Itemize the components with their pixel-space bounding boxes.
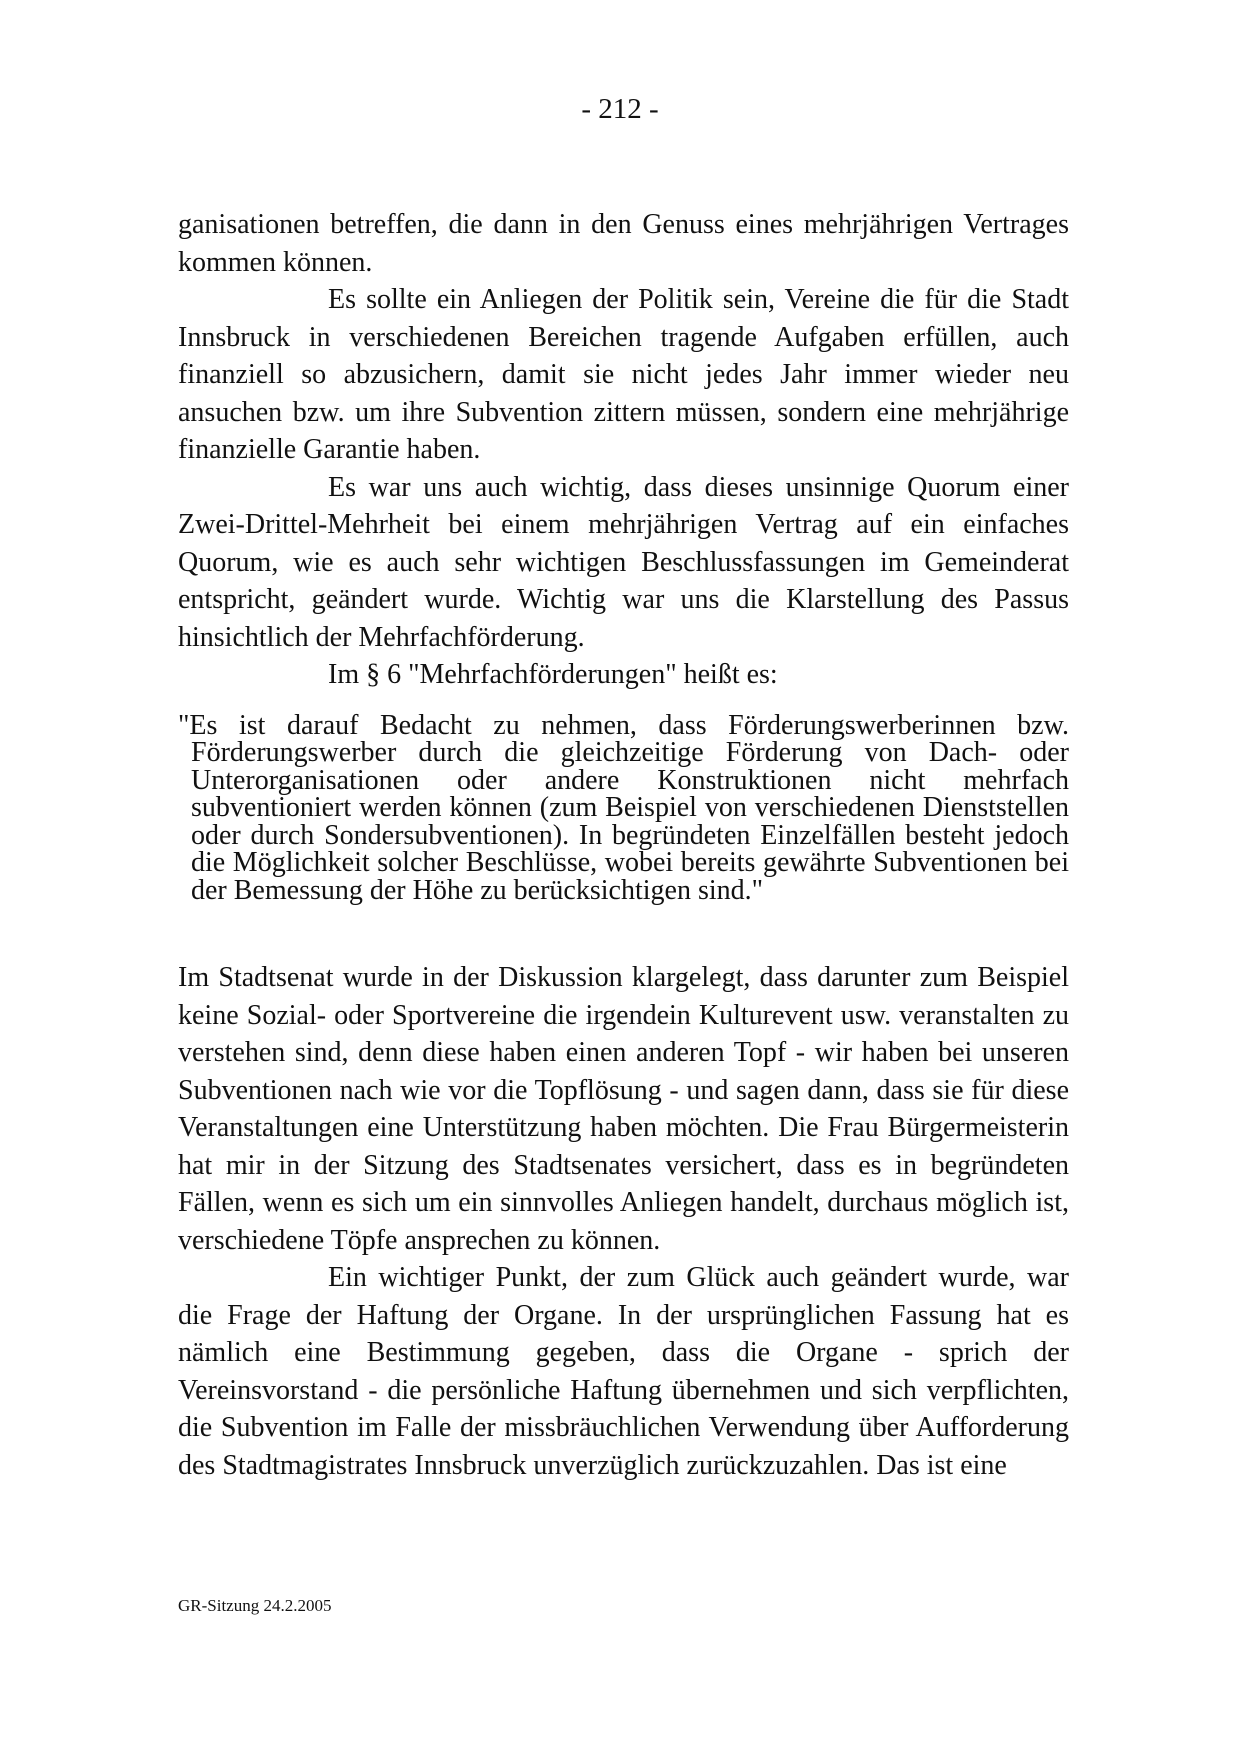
footer-session-date: GR-Sitzung 24.2.2005 [178,1596,332,1615]
page-number: - 212 - [581,93,659,125]
paragraph-continuation: ganisationen betreffen, die dann in den Genuss eines mehrjährigen Vertrages kommen können. [178,209,1069,278]
paragraph-haftung: Ein wichtiger Punkt, der zum Glück auch geändert wurde, war die Frage der Haftung der Organe. In der ursprünglichen Fassung hat es nämlich eine Bestimmung gegeben, dass die Organe - sprich der Vereinsvorstand - die persönliche Haftung übernehmen und sich verpflichten, die Subvention im Falle der missbräuchlichen Verwendung über Aufforderung des Stadtmagistrates Innsbruck unverzüglich zurückzuzahlen. Das ist eine [178,1262,1069,1481]
paragraph-politik: Es sollte ein Anliegen der Politik sein, Vereine die für die Stadt Innsbruck in verschiedenen Bereichen tragende Aufgaben erfüllen, auch finanziell so abzusichern, damit sie nicht jedes Jahr immer wieder neu ansuchen bzw. um ihre Subvention zittern müssen, sondern eine mehrjährige finanzielle Garantie haben. [178,284,1069,465]
paragraph-stadtsenat: Im Stadtsenat wurde in der Diskussion klargelegt, dass darunter zum Beispiel keine Sozial- oder Sportvereine die irgendein Kulturevent usw. veranstalten zu verstehen sind, denn diese haben einen anderen Topf - wir haben bei unseren Subventionen nach wie vor die Topflösung - und sagen dann, dass sie für diese Veranstaltungen eine Unterstützung haben möchten. Die Frau Bürgermeisterin hat mir in der Sitzung des Stadtsenates versichert, dass es in begründeten Fällen, wenn es sich um ein sinnvolles Anliegen handelt, durchaus möglich ist, verschiedene Töpfe ansprechen zu können. [178,962,1069,1256]
block-quote: "Es ist darauf Bedacht zu nehmen, dass Förderungswerberinnen bzw. Förderungswerber durch die gleichzeitige Förderung von Dach- oder Unterorganisationen oder andere Konstruktionen nicht mehrfach subventioniert werden können (zum Beispiel von verschiedenen Dienststellen oder durch Sondersubventionen). In begründeten Einzelfällen besteht jedoch die Möglichkeit solcher Beschlüsse, wobei bereits gewährte Subventionen bei der Bemessung der Höhe zu berücksichtigen sind." [178,709,1069,906]
paragraph-quote-intro: Im § 6 "Mehrfachförderungen" heißt es: [328,659,778,690]
document-body [178,206,1069,1484]
paragraph-quorum: Es war uns auch wichtig, dass dieses unsinnige Quorum einer Zwei-Drittel-Mehrheit bei einem mehrjährigen Vertrag auf ein einfaches Quorum, wie es auch sehr wichtigen Beschlussfassungen im Gemeinderat entspricht, geändert wurde. Wichtig war uns die Klarstellung des Passus hinsichtlich der Mehrfachförderung. [178,471,1069,653]
